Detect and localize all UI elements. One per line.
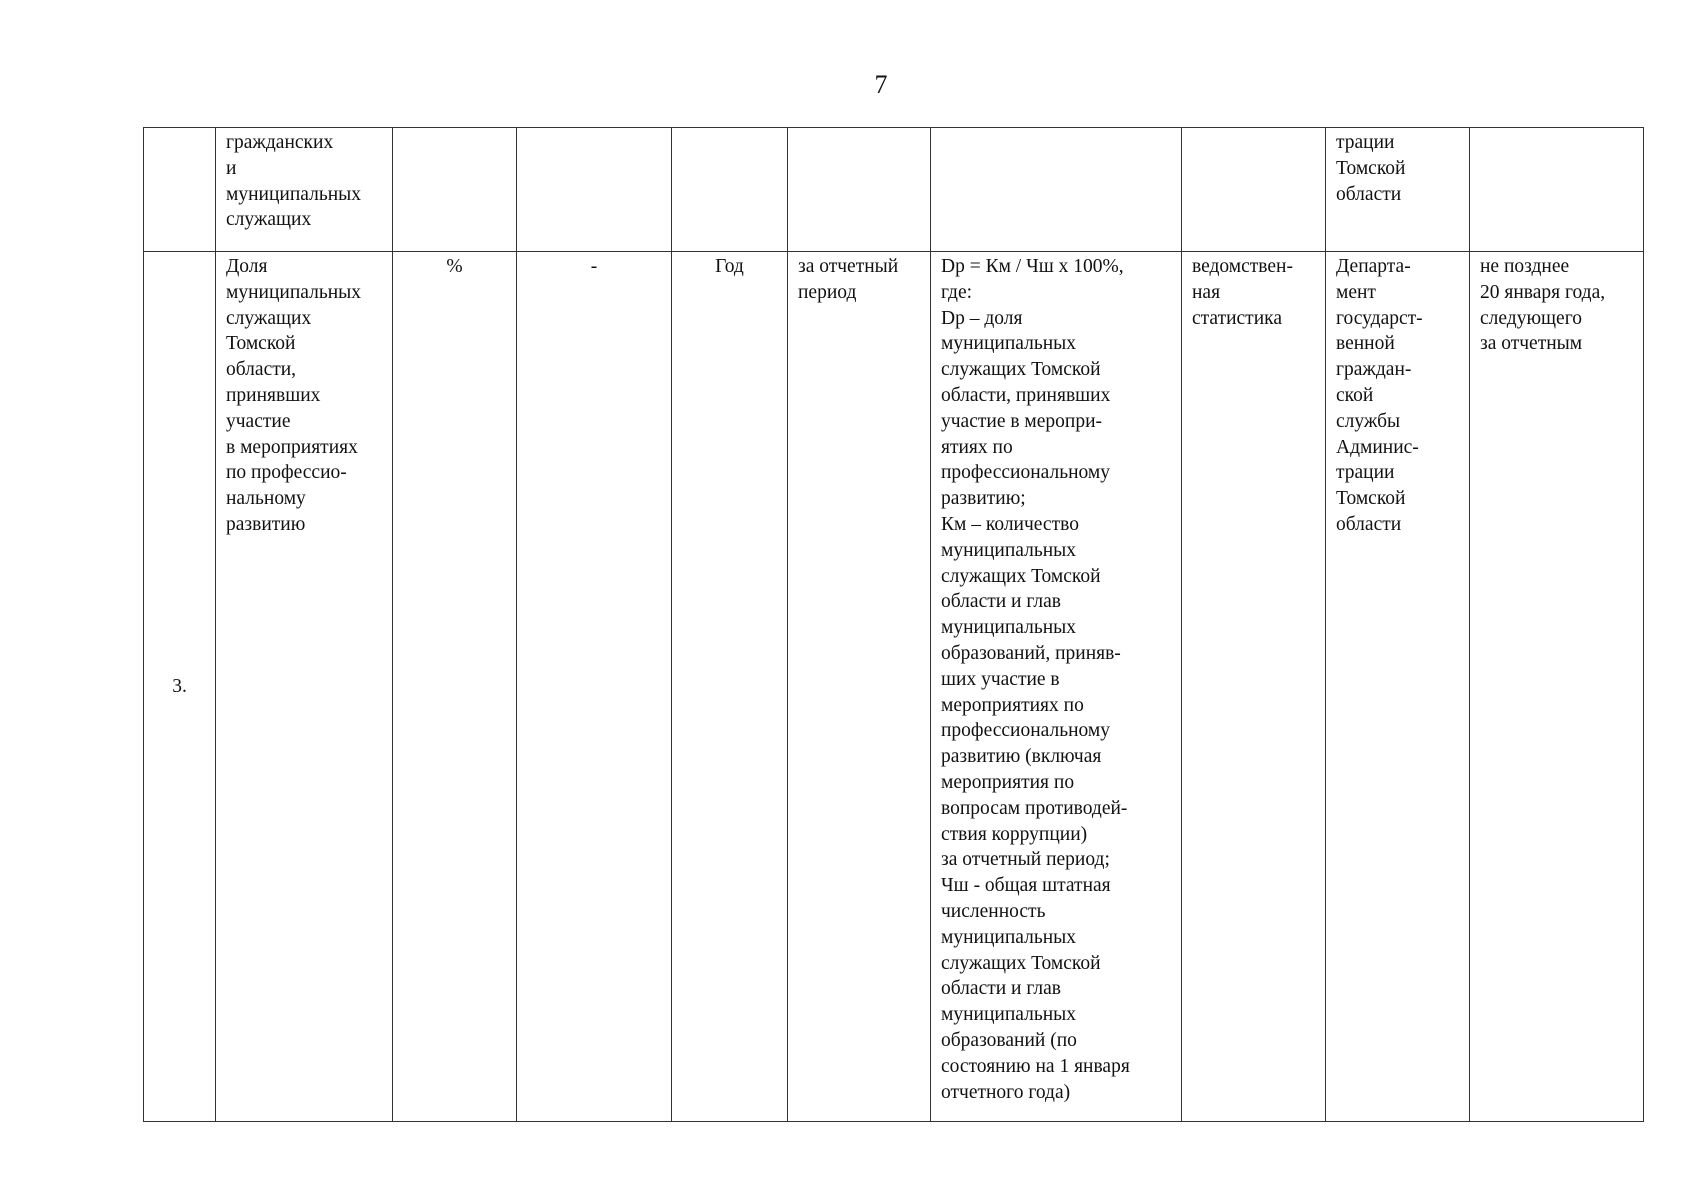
baseline-cell [517,128,672,252]
indicator-name-cell: гражданских и муниципальных служащих [216,128,393,252]
periodicity-cell [672,128,788,252]
responsible-cell: Департа- мент государст- венной граждан- ской службы Админис- трации Томской области [1326,252,1470,1122]
indicator-name-cell: Доля муниципальных служащих Томской области, принявших участие в мероприятиях по профессио- нальному развитию [216,252,393,1122]
period-cell [788,128,931,252]
table-row-3 [144,252,1644,1122]
period-cell: за отчетный период [788,252,931,1122]
responsible-cell: трации Томской области [1326,128,1470,252]
deadline-cell [1470,128,1644,252]
unit-cell: % [393,252,517,1122]
source-cell: ведомствен- ная статистика [1182,252,1326,1122]
page-number: 7 [874,70,888,99]
table-row-continued [144,128,1644,252]
indicators-table [143,127,1644,1122]
source-cell [1182,128,1326,252]
method-cell: Dp = Км / Чш x 100%, где: Dp – доля муниципальных служащих Томской области, принявших участие в меропри- ятиях по профессиональному развитию; Км – количество муниципальных служащих Томской области и глав муниципальных образований, приняв- ших участие в мероприятиях по профессиональному развитию (включая мероприятия по вопросам противодей- ствия коррупции) за отчетный период; Чш - общая штатная численность муниципальных служащих Томской области и глав муниципальных образований (по состоянию на 1 января отчетного года) [931,252,1182,1122]
unit-cell [393,128,517,252]
baseline-cell: - [517,252,672,1122]
periodicity-cell: Год [672,252,788,1122]
deadline-cell: не позднее 20 января года, следующего за отчетным [1470,252,1644,1122]
row-number-cell [144,128,216,252]
row-number-cell: 3. [144,252,216,1122]
method-cell [931,128,1182,252]
